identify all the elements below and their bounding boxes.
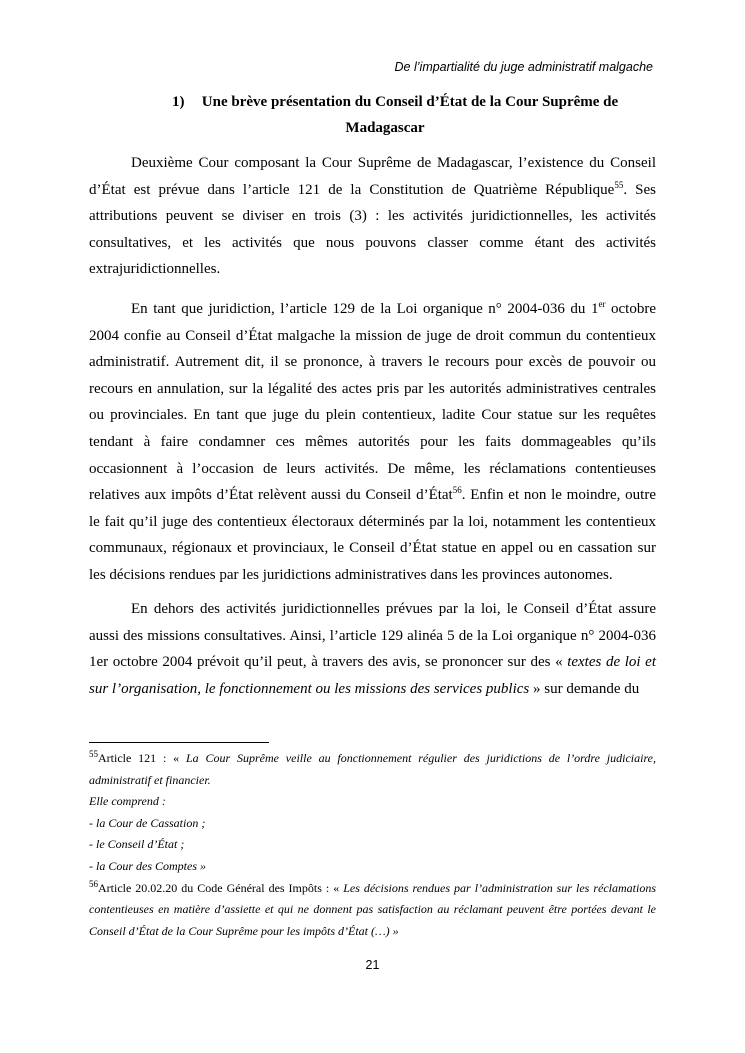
paragraph-2-text-a: En tant que juridiction, l’article 129 de la Loi organique n° 2004-036 du 1 [131, 301, 599, 317]
superscript-er: er [598, 299, 606, 309]
footnote-55-quote: La Cour Suprême veille au fonctionnement régulier des juridictions de l’ordre judiciaire, administratif et financier. [89, 751, 657, 787]
section-heading [150, 89, 620, 141]
section-title-line2: Madagascar [345, 120, 425, 136]
paragraph-1-text-after: . Ses attributions peuvent se diviser en trois (3) : les activités juridictionnelles, les activités consultatives, et les activités que nous pouvons classer comme étant des activités extrajuridictionnelles. [89, 181, 657, 278]
running-header: De l’impartialité du juge administratif malgache [394, 60, 653, 74]
paragraph-3-text-a: En dehors des activités juridictionnelles prévues par la loi, le Conseil d’État assure aussi des missions consultatives. Ainsi, l’article 129 alinéa 5 de la Loi organique n° 2004-036 1er octobre 2004 prévoit qu’il peut, à travers des avis, se prononcer sur des « [89, 601, 656, 671]
paragraph-2 [89, 296, 656, 589]
footnote-56 [89, 878, 656, 943]
paragraph-3-quote: textes de loi et sur l’organisation, le fonctionnement ou les missions des services publics [89, 654, 657, 697]
footnote-56-lead: Article 20.02.20 du Code Général des Impôts : « [98, 880, 344, 895]
footnote-56-number: 56 [89, 878, 98, 889]
paragraph-2-text-b: octobre 2004 confie au Conseil d’État malgache la mission de juge de droit commun du contentieux administratif. Autrement dit, il se prononce, à travers le recours pour excès de pouvoir ou recours en annulation, sur la légalité des actes pris par les autorités administratives centrales ou provinciales. En tant que juge du plein contentieux, ladite Cour statue sur les requêtes tendant à faire condamner ces mêmes autorités pour les faits dommageables qu’ils occasionnent à l’occasion de leurs activités. De même, les réclamations contentieuses relatives aux impôts d’État relèvent aussi du Conseil d’État [89, 301, 657, 504]
footnote-55-line5: - la Cour des Comptes » [89, 858, 206, 873]
paragraph-1-text: Deuxième Cour composant la Cour Suprême de Madagascar, l’existence du Conseil d’État est prévue dans l’article 121 de la Constitution de Quatrième République [89, 155, 656, 198]
footnote-55 [89, 748, 656, 791]
page-number: 21 [365, 958, 380, 972]
footnote-56-quote: Les décisions rendues par l’administration sur les réclamations contentieuses en matière d’assiette et qui ne donnent pas satisfaction au réclamant peuvent être portées devant le Conseil d’État de la Cour Suprême pour les impôts d’État (…) » [89, 880, 656, 938]
paragraph-3-text-b: » sur demande du [529, 680, 640, 697]
footnote-55-line2: Elle comprend : [89, 794, 166, 809]
footnote-ref-55[interactable]: 55 [614, 179, 624, 190]
footnote-separator [89, 742, 269, 743]
footnote-55-lead: Article 121 : « [98, 751, 186, 765]
section-title-line1: Une brève présentation du Conseil d’État de la Cour Suprême de [201, 94, 619, 110]
paragraph-3 [89, 596, 656, 702]
footnote-55-number: 55 [89, 749, 98, 759]
footnote-55-line3: - la Cour de Cassation ; [89, 815, 206, 830]
footnote-55-line4: - le Conseil d’État ; [89, 837, 185, 852]
paragraph-1 [89, 150, 656, 283]
paragraph-2-text-c: . Enfin et non le moindre, outre le fait qu’il juge des contentieux électoraux déterminés par la loi, notamment les contentieux communaux, régionaux et provinciaux, le Conseil d’État statue en appel ou en cassation sur les décisions rendues par les juridictions administratives dans les provinces autonomes. [89, 487, 656, 583]
footnotes [89, 748, 656, 942]
footnote-ref-56[interactable]: 56 [452, 485, 462, 496]
section-number: 1) [172, 94, 185, 110]
